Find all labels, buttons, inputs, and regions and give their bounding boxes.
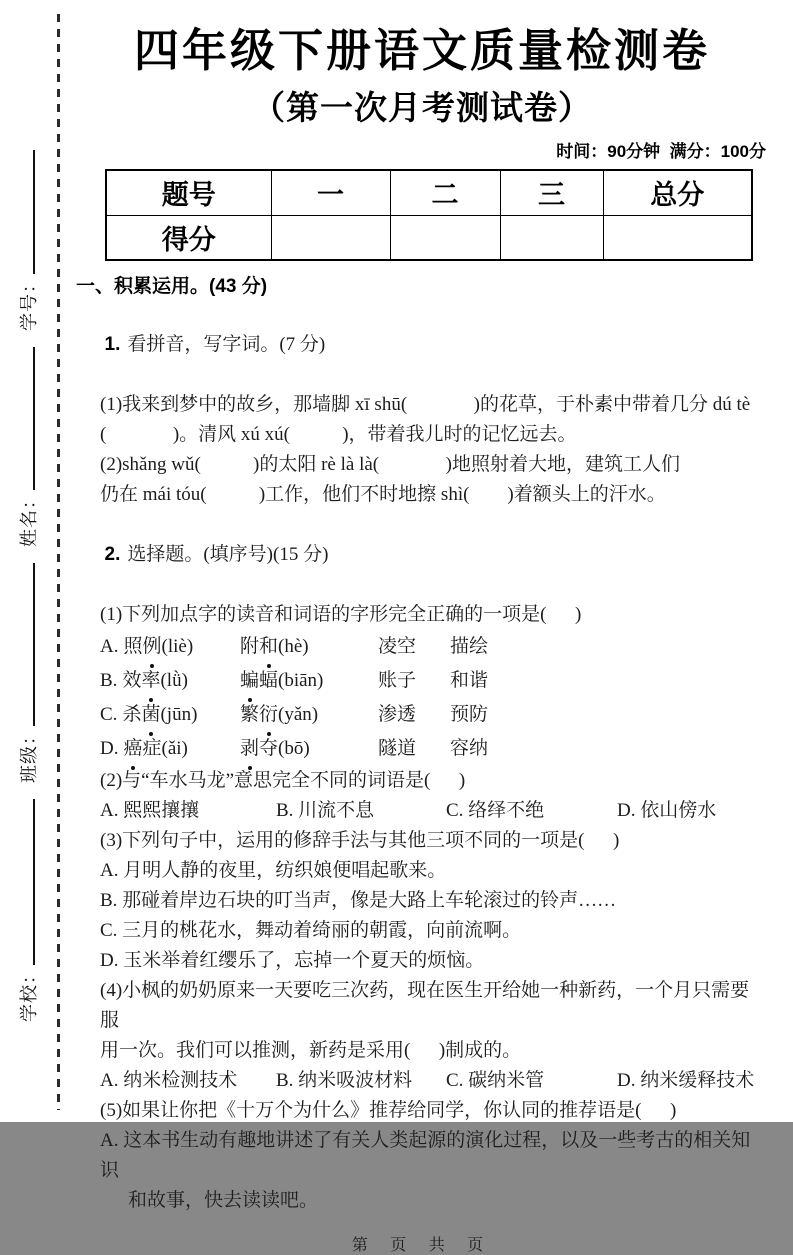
q2-title-line bbox=[76, 510, 768, 600]
class-blank-line bbox=[17, 563, 35, 726]
q2-5-stem: (5)如果让你把《十万个为什么》推荐给同学，你认同的推荐语是( ) bbox=[100, 1100, 677, 1121]
student-id-label: 学号： bbox=[19, 274, 39, 331]
q2-1-stem: (1)下列加点字的读音和词语的字形完全正确的一项是( ) bbox=[100, 604, 582, 625]
option-letter: D. bbox=[100, 738, 119, 759]
word-text: 容纳 bbox=[450, 738, 489, 759]
q2-number: 2. bbox=[104, 544, 121, 565]
dotted-char: 和 bbox=[259, 630, 278, 664]
word-text: 繁 bbox=[240, 704, 260, 725]
name-blank-line bbox=[17, 347, 35, 490]
q1-line-2: ( )。清风 xú xú( )，带着我儿时的记忆远去。 bbox=[100, 424, 577, 445]
option: A. 纳米检测技术 bbox=[100, 1070, 238, 1091]
word-text: 描绘 bbox=[450, 636, 489, 657]
option: C. 络绎不绝 bbox=[446, 800, 545, 821]
option: D. 纳米缓释技术 bbox=[617, 1070, 755, 1091]
word-text: 凌空 bbox=[378, 636, 417, 657]
school-label: 学校： bbox=[19, 965, 39, 1022]
option-letter: B. bbox=[100, 670, 118, 691]
q2-2-stem: (2)与“车水马龙”意思完全不同的词语是( ) bbox=[100, 770, 466, 791]
word-text: 蝠(biān) bbox=[259, 670, 324, 691]
sidebar-field-class bbox=[15, 563, 41, 783]
q2-3-option-c: C. 三月的桃花水，舞动着绮丽的朝霞，向前流啊。 bbox=[100, 920, 522, 941]
sidebar-field-student-id bbox=[15, 150, 41, 331]
word-text: 杀 bbox=[122, 704, 142, 725]
dotted-char: 菌 bbox=[141, 698, 160, 732]
q2-title: 选择题。(填序号)(15 分) bbox=[127, 544, 329, 565]
dotted-char: 癌 bbox=[123, 732, 142, 766]
q1-number: 1. bbox=[104, 334, 121, 355]
q2-1-option-row-b bbox=[100, 664, 768, 698]
option: B. 川流不息 bbox=[276, 800, 375, 821]
option: C. 碳纳米管 bbox=[446, 1070, 545, 1091]
word-text: 照 bbox=[123, 636, 143, 657]
sidebar-field-school bbox=[15, 799, 41, 1022]
q2-3-option-d: D. 玉米举着红缨乐了，忘掉一个夏天的烦恼。 bbox=[100, 950, 485, 971]
page-subtitle: （第一次月考测试卷） bbox=[252, 89, 592, 126]
q2-1-option-row-a bbox=[100, 630, 768, 664]
word-text: (liè) bbox=[161, 636, 194, 657]
name-label: 姓名： bbox=[19, 490, 39, 547]
score-table-header-cell: 二 bbox=[390, 170, 500, 215]
score-table-header-cell: 题号 bbox=[106, 170, 271, 215]
score-table-header-row bbox=[106, 170, 752, 215]
sidebar-field-name bbox=[15, 347, 41, 547]
score-table-score-row bbox=[106, 215, 752, 260]
word-text: (hè) bbox=[278, 636, 309, 657]
score-cell bbox=[603, 215, 752, 260]
school-blank-line bbox=[17, 799, 35, 965]
q2-4-stem-line-2: 用一次。我们可以推测，新药是采用( )制成的。 bbox=[100, 1040, 522, 1061]
word-text: 账子 bbox=[378, 670, 417, 691]
word-text: 隧道 bbox=[378, 738, 417, 759]
option-letter: C. bbox=[100, 704, 118, 725]
word-text: 和谐 bbox=[450, 670, 489, 691]
class-label: 班级： bbox=[19, 726, 39, 783]
dotted-char: 率 bbox=[141, 664, 160, 698]
student-info-strip bbox=[15, 88, 59, 1022]
score-cell bbox=[271, 215, 390, 260]
word-text: 预防 bbox=[450, 704, 489, 725]
score-cell bbox=[390, 215, 500, 260]
q1-line-1: (1)我来到梦中的故乡，那墙脚 xī shū( )的花草，于朴素中带着几分 dú tè bbox=[100, 394, 751, 415]
q1-line-3: (2)shǎng wǔ( )的太阳 rè là là( )地照射着大地，建筑工人们 bbox=[100, 454, 680, 475]
q2-5-option-a-line-1: A. 这本书生动有趣地讲述了有关人类起源的演化过程，以及一些考古的相关知识 bbox=[100, 1130, 751, 1181]
word-text: 症(ǎi) bbox=[142, 738, 188, 759]
dotted-char: 蝙 bbox=[240, 664, 259, 698]
q2-3-option-a: A. 月明人静的夜里，纺织娘便唱起歌来。 bbox=[100, 860, 447, 881]
score-table-header-cell: 一 bbox=[271, 170, 390, 215]
section1-heading: 一、积累运用。(43 分) bbox=[76, 276, 268, 297]
word-text: (lǜ) bbox=[160, 670, 188, 691]
dotted-char: 例 bbox=[143, 630, 162, 664]
exam-meta: 时间：90分钟 满分：100分 bbox=[556, 142, 766, 161]
option-letter: A. bbox=[100, 636, 119, 657]
option: A. 熙熙攘攘 bbox=[100, 800, 200, 821]
content-column bbox=[76, 16, 768, 1255]
q2-4-options-row bbox=[100, 1066, 768, 1096]
q1-line-4: 仍在 mái tóu( )工作，他们不时地擦 shì( )着额头上的汗水。 bbox=[100, 484, 666, 505]
option: D. 依山傍水 bbox=[617, 800, 717, 821]
q1-title: 看拼音，写字词。(7 分) bbox=[127, 334, 326, 355]
page-title: 四年级下册语文质量检测卷 bbox=[133, 25, 710, 76]
student-id-blank-line bbox=[17, 150, 35, 274]
footer-page-number: 第 页 共 页 bbox=[351, 1237, 493, 1254]
q2-3-stem: (3)下列句子中，运用的修辞手法与其他三项不同的一项是( ) bbox=[100, 830, 620, 851]
score-table-header-cell: 三 bbox=[500, 170, 603, 215]
score-table-header-cell: 总分 bbox=[603, 170, 752, 215]
q2-2-options-row bbox=[100, 796, 768, 826]
q2-1-option-row-c bbox=[100, 698, 768, 732]
score-row-label: 得分 bbox=[106, 215, 271, 260]
score-cell bbox=[500, 215, 603, 260]
word-text: (jūn) bbox=[160, 704, 198, 725]
option: B. 纳米吸波材料 bbox=[276, 1070, 413, 1091]
word-text: (yǎn) bbox=[278, 704, 319, 725]
word-text: 夺(bō) bbox=[259, 738, 310, 759]
dotted-char: 剥 bbox=[240, 732, 259, 766]
q2-1-option-row-d bbox=[100, 732, 768, 766]
word-text: 渗透 bbox=[378, 704, 417, 725]
q2-4-stem-line-1: (4)小枫的奶奶原来一天要吃三次药，现在医生开给她一种新药，一个月只需要服 bbox=[100, 980, 750, 1031]
q2-5-option-a-line-2: 和故事，快去读读吧。 bbox=[128, 1190, 319, 1211]
q2-3-option-b: B. 那碰着岸边石块的叮当声，像是大路上车轮滚过的铃声…… bbox=[100, 890, 617, 911]
word-text: 效 bbox=[122, 670, 142, 691]
q1-title-line bbox=[76, 300, 768, 390]
score-table bbox=[105, 169, 753, 261]
dotted-char: 衍 bbox=[259, 698, 278, 732]
word-text: 附 bbox=[240, 636, 260, 657]
